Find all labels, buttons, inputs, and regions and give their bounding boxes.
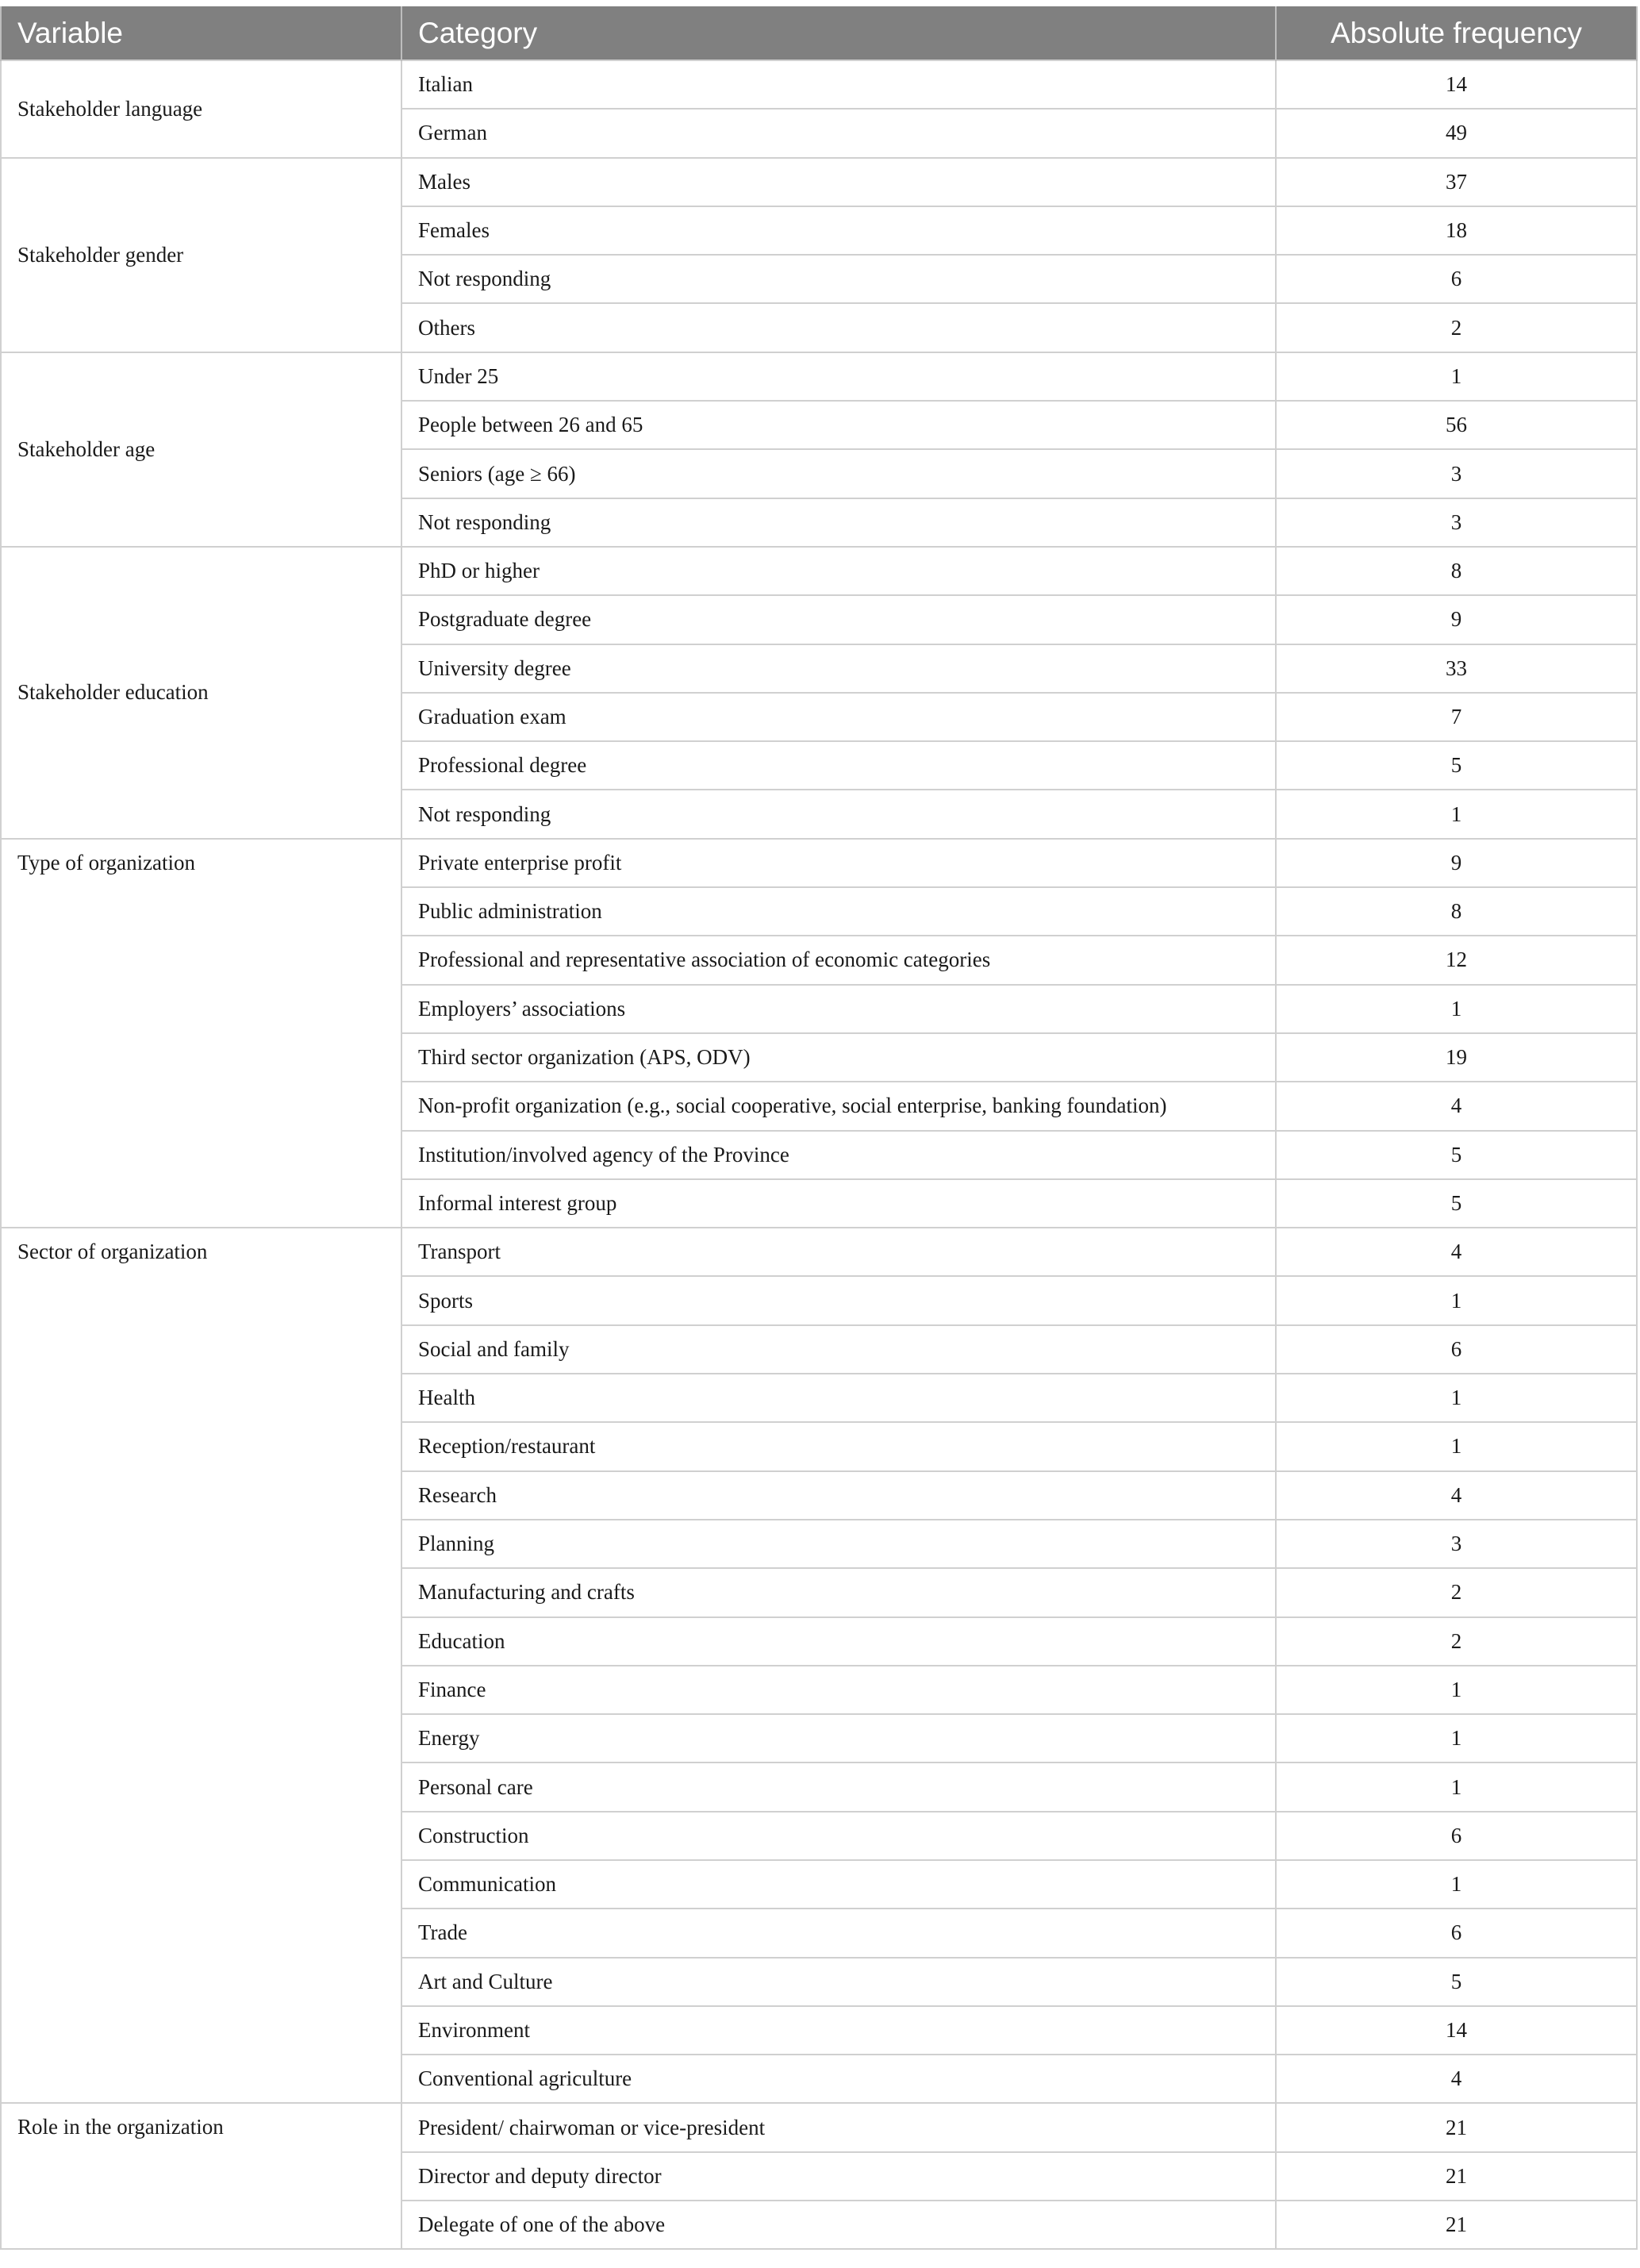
category-cell: Non-profit organization (e.g., social cooperative, social enterprise, banking foundation) <box>401 1082 1276 1130</box>
category-cell: Private enterprise profit <box>401 839 1276 887</box>
category-cell: Transport <box>401 1228 1276 1276</box>
category-cell: PhD or higher <box>401 547 1276 595</box>
table-row <box>1 352 1637 401</box>
category-cell: German <box>401 109 1276 157</box>
table-row <box>1 1228 1637 1276</box>
table-row <box>1 2103 1637 2151</box>
category-cell: Environment <box>401 2006 1276 2055</box>
frequency-cell: 1 <box>1276 1374 1637 1422</box>
category-cell: Personal care <box>401 1763 1276 1811</box>
frequency-cell: 1 <box>1276 790 1637 838</box>
category-cell: Italian <box>401 60 1276 109</box>
frequency-cell: 5 <box>1276 1179 1637 1228</box>
category-cell: Delegate of one of the above <box>401 2201 1276 2249</box>
category-cell: Postgraduate degree <box>401 595 1276 644</box>
frequency-cell: 4 <box>1276 1228 1637 1276</box>
frequency-cell: 1 <box>1276 1763 1637 1811</box>
category-cell: Sports <box>401 1276 1276 1324</box>
table-row <box>1 547 1637 595</box>
frequency-cell: 5 <box>1276 741 1637 790</box>
frequency-cell: 1 <box>1276 1276 1637 1324</box>
category-cell: Director and deputy director <box>401 2152 1276 2201</box>
frequency-cell: 6 <box>1276 1325 1637 1374</box>
category-cell: Professional degree <box>401 741 1276 790</box>
frequency-cell: 1 <box>1276 1666 1637 1714</box>
frequency-cell: 3 <box>1276 449 1637 498</box>
category-cell: Professional and representative association of economic categories <box>401 936 1276 984</box>
category-cell: Planning <box>401 1520 1276 1568</box>
category-cell: Females <box>401 206 1276 255</box>
category-cell: Males <box>401 158 1276 206</box>
frequency-cell: 21 <box>1276 2152 1637 2201</box>
category-cell: Graduation exam <box>401 693 1276 741</box>
header-absolute-frequency: Absolute frequency <box>1276 6 1637 60</box>
category-cell: Informal interest group <box>401 1179 1276 1228</box>
frequency-cell: 5 <box>1276 1131 1637 1179</box>
category-cell: Public administration <box>401 887 1276 936</box>
variable-cell: Stakeholder gender <box>1 158 401 352</box>
category-cell: Trade <box>401 1909 1276 1957</box>
category-cell: Not responding <box>401 255 1276 303</box>
frequency-cell: 19 <box>1276 1033 1637 1082</box>
category-cell: Social and family <box>401 1325 1276 1374</box>
category-cell: University degree <box>401 644 1276 693</box>
frequency-cell: 8 <box>1276 887 1637 936</box>
category-cell: Seniors (age ≥ 66) <box>401 449 1276 498</box>
category-cell: Health <box>401 1374 1276 1422</box>
frequency-cell: 14 <box>1276 2006 1637 2055</box>
frequency-cell: 6 <box>1276 255 1637 303</box>
header-category: Category <box>401 6 1276 60</box>
category-cell: Construction <box>401 1812 1276 1860</box>
variable-cell: Stakeholder education <box>1 547 401 839</box>
table-row <box>1 60 1637 109</box>
frequency-table-container <box>0 6 1636 2250</box>
category-cell: Employers’ associations <box>401 985 1276 1033</box>
category-cell: Reception/restaurant <box>401 1422 1276 1470</box>
frequency-cell: 7 <box>1276 693 1637 741</box>
frequency-cell: 4 <box>1276 1471 1637 1520</box>
category-cell: Communication <box>401 1860 1276 1909</box>
frequency-cell: 6 <box>1276 1812 1637 1860</box>
category-cell: Under 25 <box>401 352 1276 401</box>
category-cell: Energy <box>401 1714 1276 1763</box>
category-cell: Manufacturing and crafts <box>401 1568 1276 1616</box>
frequency-cell: 1 <box>1276 352 1637 401</box>
variable-cell: Stakeholder language <box>1 60 401 158</box>
frequency-cell: 9 <box>1276 839 1637 887</box>
frequency-cell: 4 <box>1276 2055 1637 2103</box>
frequency-cell: 1 <box>1276 985 1637 1033</box>
category-cell: Not responding <box>401 790 1276 838</box>
frequency-cell: 8 <box>1276 547 1637 595</box>
frequency-cell: 21 <box>1276 2201 1637 2249</box>
category-cell: President/ chairwoman or vice-president <box>401 2103 1276 2151</box>
variable-cell: Stakeholder age <box>1 352 401 547</box>
frequency-cell: 9 <box>1276 595 1637 644</box>
category-cell: Conventional agriculture <box>401 2055 1276 2103</box>
frequency-cell: 1 <box>1276 1422 1637 1470</box>
category-cell: People between 26 and 65 <box>401 401 1276 449</box>
category-cell: Third sector organization (APS, ODV) <box>401 1033 1276 1082</box>
header-variable: Variable <box>1 6 401 60</box>
frequency-cell: 3 <box>1276 498 1637 547</box>
table-row <box>1 839 1637 887</box>
frequency-cell: 3 <box>1276 1520 1637 1568</box>
category-cell: Institution/involved agency of the Province <box>401 1131 1276 1179</box>
frequency-cell: 4 <box>1276 1082 1637 1130</box>
category-cell: Education <box>401 1617 1276 1666</box>
category-cell: Not responding <box>401 498 1276 547</box>
frequency-cell: 49 <box>1276 109 1637 157</box>
frequency-cell: 1 <box>1276 1860 1637 1909</box>
frequency-cell: 2 <box>1276 1617 1637 1666</box>
category-cell: Finance <box>401 1666 1276 1714</box>
category-cell: Others <box>401 303 1276 352</box>
table-body <box>1 60 1637 2249</box>
frequency-cell: 2 <box>1276 1568 1637 1616</box>
frequency-cell: 6 <box>1276 1909 1637 1957</box>
frequency-cell: 5 <box>1276 1958 1637 2006</box>
variable-cell: Role in the organization <box>1 2103 401 2249</box>
variable-cell: Type of organization <box>1 839 401 1228</box>
frequency-cell: 37 <box>1276 158 1637 206</box>
frequency-cell: 12 <box>1276 936 1637 984</box>
variable-cell: Sector of organization <box>1 1228 401 2103</box>
category-cell: Research <box>401 1471 1276 1520</box>
frequency-cell: 33 <box>1276 644 1637 693</box>
frequency-cell: 14 <box>1276 60 1637 109</box>
category-cell: Art and Culture <box>401 1958 1276 2006</box>
frequency-table <box>0 6 1638 2250</box>
frequency-cell: 2 <box>1276 303 1637 352</box>
frequency-cell: 56 <box>1276 401 1637 449</box>
table-row <box>1 158 1637 206</box>
header-row <box>1 6 1637 60</box>
table-header <box>1 6 1637 60</box>
frequency-cell: 21 <box>1276 2103 1637 2151</box>
frequency-cell: 18 <box>1276 206 1637 255</box>
frequency-cell: 1 <box>1276 1714 1637 1763</box>
